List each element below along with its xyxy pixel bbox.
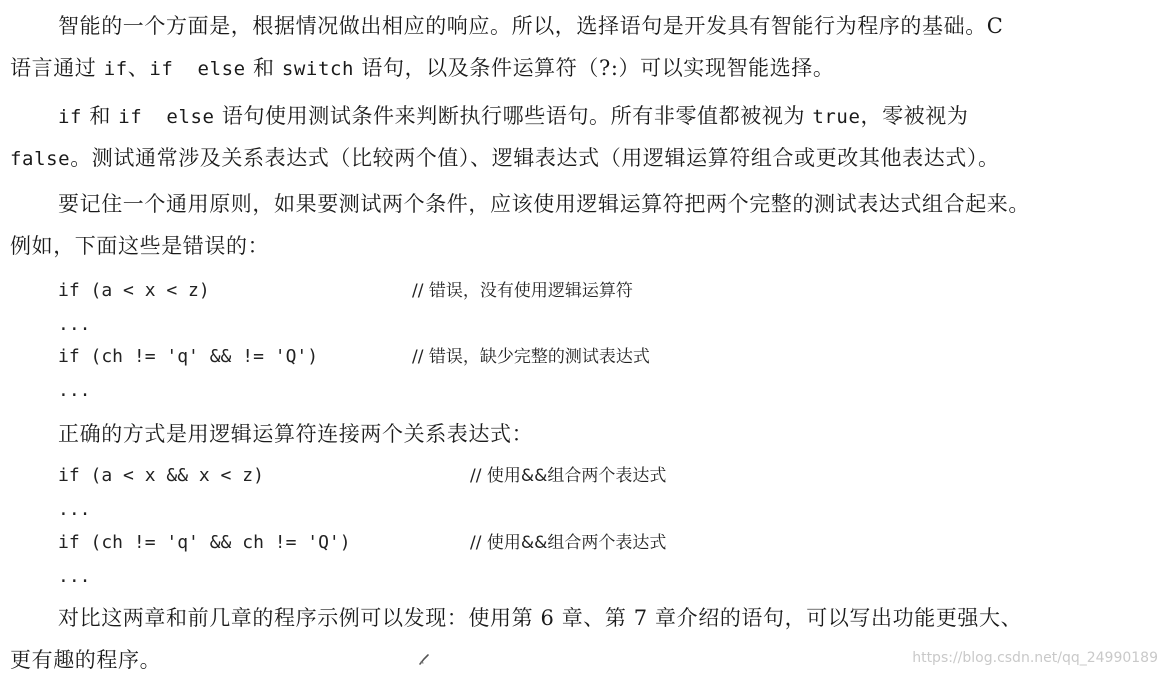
paragraph2-line1 [58, 102, 968, 131]
paragraph1-line1 [58, 12, 1003, 40]
paragraph1-line1-text: 智能的一个方面是，根据情况做出相应的响应。所以，选择语句是开发具有智能行为程序的基础。C [58, 14, 1004, 38]
code-ellipsis: ... [58, 380, 91, 401]
text-segment: ，零被视为 [860, 104, 969, 128]
paragraph4-line1 [58, 604, 1022, 632]
text-segment: 语言通过 [10, 56, 97, 80]
paragraph3-line1 [58, 190, 1030, 218]
paragraph4-line1-text: 对比这两章和前几章的程序示例可以发现：使用第 6 章、第 7 章介绍的语句，可以写出功能更强大、 [58, 606, 1023, 630]
paragraph3-line1-text: 要记住一个通用原则，如果要测试两个条件，应该使用逻辑运算符把两个完整的测试表达式组合起来。 [58, 192, 1030, 216]
correct-intro-text: 正确的方式是用逻辑运算符连接两个关系表达式： [58, 422, 534, 446]
code-comment: // 使用&&组合两个表达式 [470, 466, 667, 486]
code-line: if (a < x < z) [58, 280, 210, 301]
keyword-if: if [103, 58, 128, 80]
paragraph2-line2 [10, 144, 1000, 173]
paragraph4-line2-text: 更有趣的程序。 [10, 648, 162, 672]
code-comment: // 错误，没有使用逻辑运算符 [412, 281, 633, 301]
watermark: https://blog.csdn.net/qq_24990189 [912, 650, 1158, 666]
text-segment: 。测试通常涉及关系表达式（比较两个值）、逻辑表达式（用逻辑运算符组合或更改其他表达式）。 [70, 146, 1000, 170]
code-line: if (a < x && x < z) [58, 465, 264, 486]
text-segment: 语句，以及条件运算符（?:）可以实现智能选择。 [361, 56, 835, 80]
keyword-false: false [10, 148, 71, 170]
text-segment: 语句使用测试条件来判断执行哪些语句。所有非零值都被视为 [221, 104, 806, 128]
keyword-if-else: if else [149, 58, 246, 80]
paragraph4-line2 [10, 646, 161, 674]
keyword-true: true [812, 106, 861, 128]
code-line: if (ch != 'q' && != 'Q') [58, 346, 319, 367]
code-ellipsis: ... [58, 499, 91, 520]
keyword-if-else: if else [118, 106, 215, 128]
paragraph3-line2 [10, 232, 269, 260]
code-ellipsis: ... [58, 566, 91, 587]
correct-intro [58, 420, 533, 448]
code-comment: // 使用&&组合两个表达式 [470, 533, 667, 553]
pen-mark-icon [418, 652, 430, 666]
text-segment: 和 [252, 56, 275, 80]
code-ellipsis: ... [58, 314, 91, 335]
text-segment: 和 [89, 104, 111, 128]
paragraph1-line2 [10, 54, 835, 83]
text-segment: 、 [127, 56, 150, 80]
code-line: if (ch != 'q' && ch != 'Q') [58, 532, 351, 553]
code-comment: // 错误，缺少完整的测试表达式 [412, 347, 650, 367]
keyword-switch: switch [281, 58, 355, 80]
keyword-if: if [58, 106, 83, 128]
paragraph3-line2-text: 例如，下面这些是错误的： [10, 234, 270, 258]
